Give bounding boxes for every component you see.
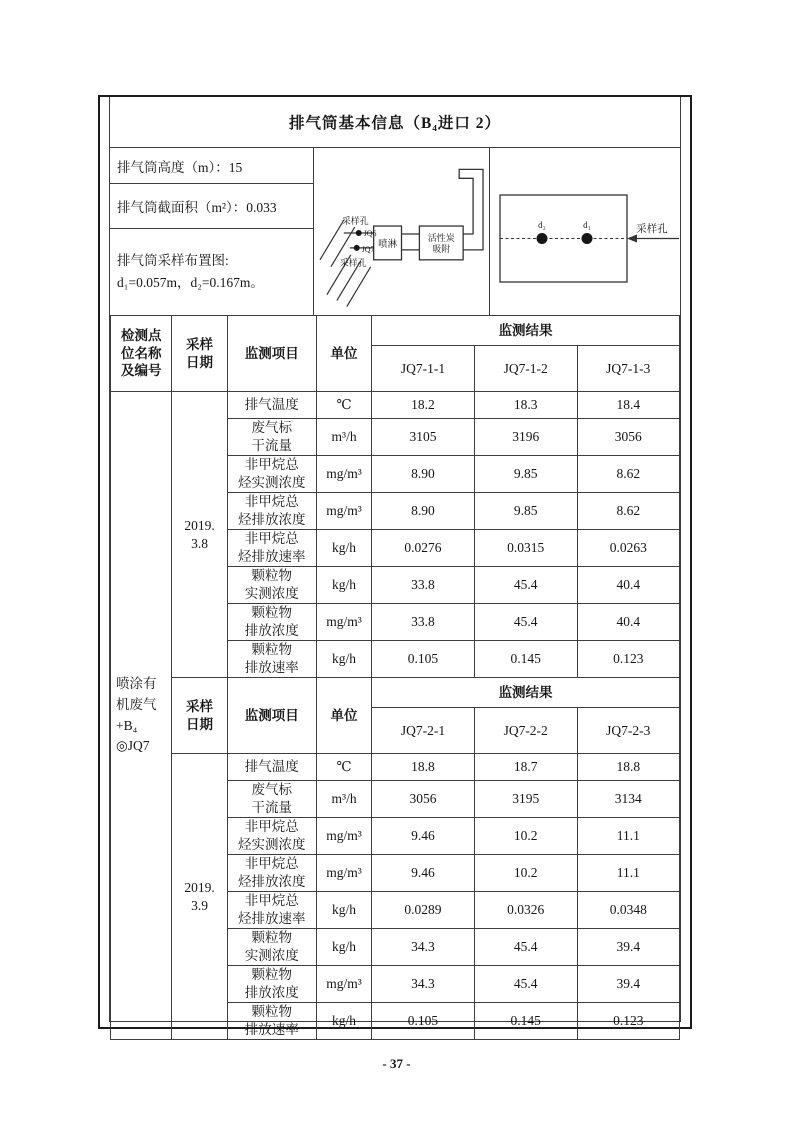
item-cell: 颗粒物 排放速率 xyxy=(227,641,316,678)
date-cell: 2019. 3.9 xyxy=(172,754,227,1040)
unit-cell: kg/h xyxy=(316,1003,371,1040)
item-cell: 非甲烷总 烃排放浓度 xyxy=(227,493,316,530)
value-cell: 40.4 xyxy=(577,567,679,604)
sampling-point-dot-jq7 xyxy=(354,245,360,251)
col-header-point-name: 检测点 位名称 及编号 xyxy=(111,316,172,392)
unit-cell: kg/h xyxy=(316,641,371,678)
stack-info-section xyxy=(110,148,680,315)
col-header-result: 监测结果 xyxy=(372,316,680,346)
d1-label: d₁ xyxy=(583,220,591,230)
value-cell: 34.3 xyxy=(372,929,475,966)
value-cell: 8.62 xyxy=(577,493,679,530)
d2-label: d₂ xyxy=(538,220,546,230)
unit-cell: mg/m³ xyxy=(316,456,371,493)
item-cell: 废气标 干流量 xyxy=(227,419,316,456)
value-cell: 8.90 xyxy=(372,456,475,493)
cross-section-diagram xyxy=(490,148,680,315)
value-cell: 39.4 xyxy=(577,929,679,966)
unit-cell: kg/h xyxy=(316,530,371,567)
spray-box-label: 喷淋 xyxy=(378,239,398,250)
item-cell: 排气温度 xyxy=(227,754,316,781)
col-header-unit: 单位 xyxy=(316,316,371,392)
col-header-result: 监测结果 xyxy=(372,678,680,708)
unit-cell: kg/h xyxy=(316,567,371,604)
value-cell: 0.105 xyxy=(372,1003,475,1040)
item-cell: 颗粒物 排放浓度 xyxy=(227,966,316,1003)
table-row xyxy=(111,754,680,781)
sample-id-cell: JQ7-2-3 xyxy=(577,708,679,754)
flow-diagram-svg xyxy=(314,148,489,315)
unit-cell: mg/m³ xyxy=(316,818,371,855)
value-cell: 40.4 xyxy=(577,604,679,641)
item-cell: 颗粒物 实测浓度 xyxy=(227,929,316,966)
jq6-point-label: JQ6 xyxy=(363,228,377,238)
value-cell: 3196 xyxy=(474,419,577,456)
item-cell: 非甲烷总 烃排放浓度 xyxy=(227,855,316,892)
col-header-sample-date: 采样 日期 xyxy=(172,316,227,392)
value-cell: 9.85 xyxy=(474,456,577,493)
sampling-probe-arrowhead xyxy=(627,235,637,243)
sample-id-cell: JQ7-2-1 xyxy=(372,708,475,754)
item-cell: 颗粒物 排放速率 xyxy=(227,1003,316,1040)
report-grid xyxy=(109,97,681,1037)
table-row xyxy=(111,392,680,419)
value-cell: 18.2 xyxy=(372,392,475,419)
sampling-layout-title: 排气筒采样布置图: xyxy=(117,253,229,269)
unit-cell: m³/h xyxy=(316,419,371,456)
item-cell: 排气温度 xyxy=(227,392,316,419)
point-name-cell: 喷涂有 机废气 +B₄ ◎JQ7 xyxy=(111,392,172,1040)
value-cell: 34.3 xyxy=(372,966,475,1003)
sample-hole-label: 采样孔 xyxy=(636,224,668,235)
item-cell: 非甲烷总 烃排放速率 xyxy=(227,892,316,929)
value-cell: 0.0289 xyxy=(372,892,475,929)
value-cell: 18.4 xyxy=(577,392,679,419)
value-cell: 45.4 xyxy=(474,966,577,1003)
value-cell: 18.8 xyxy=(372,754,475,781)
stack-info-labels xyxy=(110,148,314,315)
unit-cell: kg/h xyxy=(316,892,371,929)
value-cell: 18.7 xyxy=(474,754,577,781)
value-cell: 33.8 xyxy=(372,604,475,641)
col-header-item: 监测项目 xyxy=(227,316,316,392)
report-frame xyxy=(98,95,692,1037)
date-cell: 2019. 3.8 xyxy=(172,392,227,678)
value-cell: 0.0263 xyxy=(577,530,679,567)
value-cell: 0.0315 xyxy=(474,530,577,567)
value-cell: 8.62 xyxy=(577,456,679,493)
monitoring-table xyxy=(110,315,680,1040)
value-cell: 0.105 xyxy=(372,641,475,678)
value-cell: 10.2 xyxy=(474,818,577,855)
value-cell: 45.4 xyxy=(474,567,577,604)
item-cell: 非甲烷总 烃实测浓度 xyxy=(227,456,316,493)
value-cell: 0.0348 xyxy=(577,892,679,929)
sampling-layout-label xyxy=(110,229,313,315)
col-header-item: 监测项目 xyxy=(227,678,316,754)
sample-id-cell: JQ7-1-2 xyxy=(474,346,577,392)
value-cell: 10.2 xyxy=(474,855,577,892)
jq7-point-label: JQ7 xyxy=(361,244,375,254)
unit-cell: ℃ xyxy=(316,392,371,419)
value-cell: 33.8 xyxy=(372,567,475,604)
col-header-sample-date: 采样 日期 xyxy=(172,678,227,754)
page-number: - 37 - xyxy=(382,1056,411,1071)
table-header-row-1 xyxy=(111,316,680,346)
unit-cell: ℃ xyxy=(316,754,371,781)
page-title: 排气筒基本信息（B₄进口 2） xyxy=(110,97,680,148)
sample-hole-label-bottom: 采样孔 xyxy=(339,257,367,268)
flow-diagram xyxy=(314,148,490,315)
value-cell: 9.85 xyxy=(474,493,577,530)
monitoring-table-wrap xyxy=(110,315,680,1040)
stack-height-label: 排气筒高度（m）：15 xyxy=(110,148,313,184)
unit-cell: mg/m³ xyxy=(316,966,371,1003)
item-cell: 非甲烷总 烃排放速率 xyxy=(227,530,316,567)
value-cell: 3134 xyxy=(577,781,679,818)
value-cell: 0.0276 xyxy=(372,530,475,567)
sampling-point-d2-dot xyxy=(537,233,548,244)
sample-hole-label-top: 采样孔 xyxy=(341,216,369,227)
value-cell: 18.3 xyxy=(474,392,577,419)
carbon-box-label-line2: 吸附 xyxy=(432,243,451,254)
sample-id-cell: JQ7-1-1 xyxy=(372,346,475,392)
value-cell: 0.0326 xyxy=(474,892,577,929)
carbon-box-label-line1: 活性炭 xyxy=(427,232,455,243)
sample-id-cell: JQ7-2-2 xyxy=(474,708,577,754)
value-cell: 3056 xyxy=(577,419,679,456)
sampling-point-d1-dot xyxy=(582,233,593,244)
value-cell: 9.46 xyxy=(372,818,475,855)
value-cell: 0.145 xyxy=(474,1003,577,1040)
value-cell: 0.123 xyxy=(577,1003,679,1040)
unit-cell: kg/h xyxy=(316,929,371,966)
value-cell: 3105 xyxy=(372,419,475,456)
unit-cell: m³/h xyxy=(316,781,371,818)
item-cell: 颗粒物 排放浓度 xyxy=(227,604,316,641)
sample-id-cell: JQ7-1-3 xyxy=(577,346,679,392)
cross-section-svg xyxy=(490,148,680,315)
sampling-point-dot-jq6 xyxy=(356,230,362,236)
sampling-layout-dims: d₁=0.057m，d₂=0.167m。 xyxy=(117,275,264,290)
stack-area-label: 排气筒截面积（m²）：0.033 xyxy=(110,184,313,229)
value-cell: 39.4 xyxy=(577,966,679,1003)
unit-cell: mg/m³ xyxy=(316,604,371,641)
col-header-unit: 单位 xyxy=(316,678,371,754)
value-cell: 0.145 xyxy=(474,641,577,678)
value-cell: 18.8 xyxy=(577,754,679,781)
value-cell: 8.90 xyxy=(372,493,475,530)
value-cell: 45.4 xyxy=(474,929,577,966)
unit-cell: mg/m³ xyxy=(316,493,371,530)
value-cell: 11.1 xyxy=(577,855,679,892)
value-cell: 3056 xyxy=(372,781,475,818)
table-header-row-2 xyxy=(111,678,680,708)
value-cell: 11.1 xyxy=(577,818,679,855)
value-cell: 45.4 xyxy=(474,604,577,641)
value-cell: 0.123 xyxy=(577,641,679,678)
value-cell: 9.46 xyxy=(372,855,475,892)
value-cell: 3195 xyxy=(474,781,577,818)
item-cell: 废气标 干流量 xyxy=(227,781,316,818)
item-cell: 颗粒物 实测浓度 xyxy=(227,567,316,604)
item-cell: 非甲烷总 烃实测浓度 xyxy=(227,818,316,855)
unit-cell: mg/m³ xyxy=(316,855,371,892)
